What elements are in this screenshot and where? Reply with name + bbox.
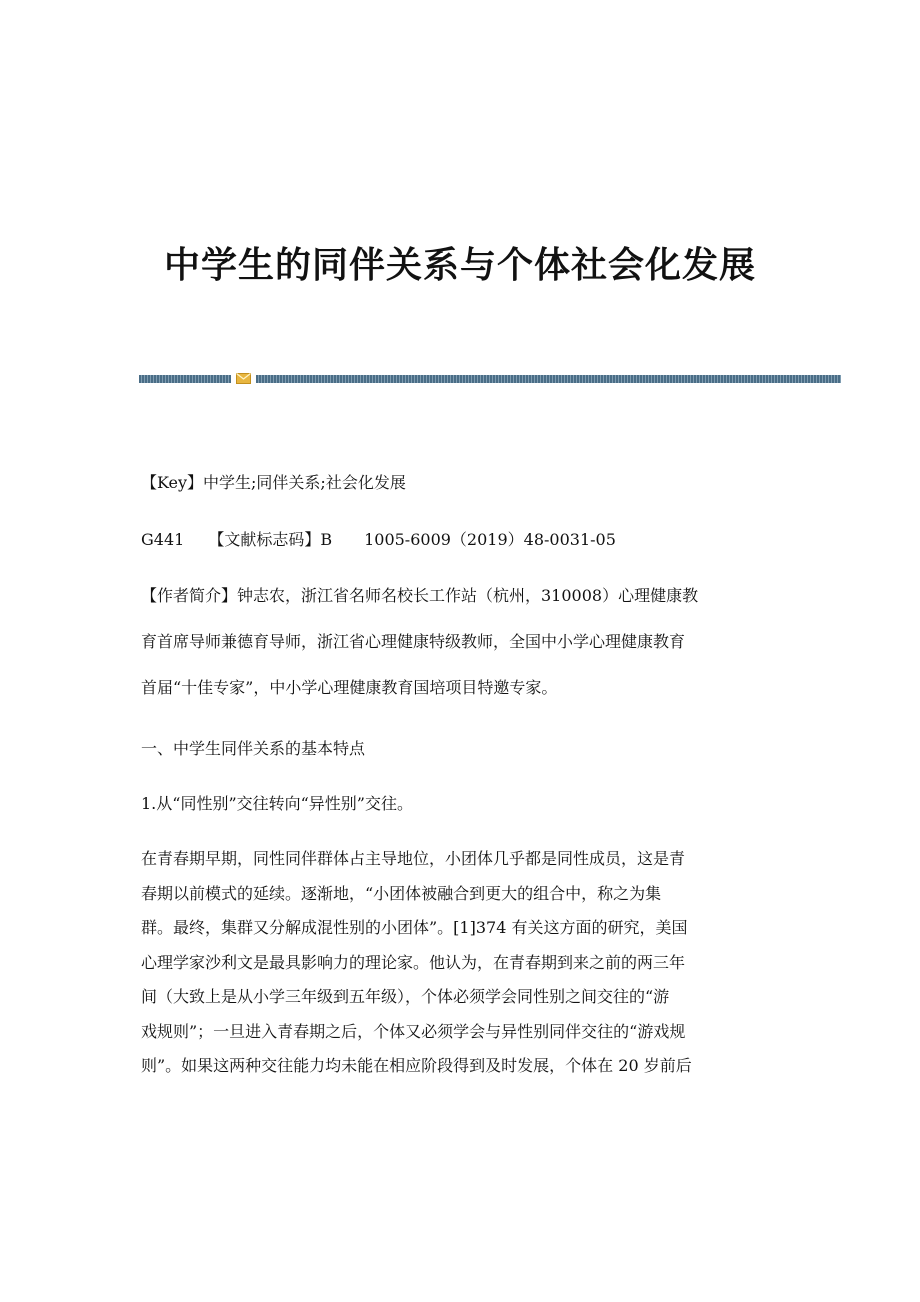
author-bio: [141, 580, 786, 718]
body-line: 间（大致上是从小学三年级到五年级），个体必须学会同性别之间交往的“游: [141, 987, 670, 1006]
body-line: 则”。如果这两种交往能力均未能在相应阶段得到及时发展，个体在 20 岁前后: [141, 1056, 692, 1075]
keywords-line: 【Key】中学生;同伴关系;社会化发展: [141, 473, 406, 492]
body-line: 心理学家沙利文是最具影响力的理论家。他认为，在青春期到来之前的两三年: [141, 952, 686, 972]
envelope-ornament-icon: [236, 373, 251, 384]
divider-left-bar: [139, 375, 231, 383]
document-title: 中学生的同伴关系与个体社会化发展: [163, 244, 756, 287]
divider-right-bar: [256, 375, 841, 383]
title-divider: [139, 375, 841, 383]
classification-line: G441 【文献标志码】B 1005-6009（2019）48-0031-05: [141, 530, 616, 549]
section-heading: 一、中学生同伴关系的基本特点: [141, 739, 366, 758]
body-line: 群。最终，集群又分解成混性别的小团体”。[1]374 有关这方面的研究，美国: [141, 918, 688, 937]
subheading: 1.从“同性别”交往转向“异性别”交往。: [141, 794, 413, 813]
author-bio-line: 育首席导师兼德育导师，浙江省心理健康特级教师，全国中小学心理健康教育: [141, 632, 686, 651]
body-line: 戏规则”；一旦进入青春期之后，个体又必须学会与异性别同伴交往的“游戏规: [141, 1021, 686, 1041]
author-bio-line: 首届“十佳专家”，中小学心理健康教育国培项目特邀专家。: [141, 678, 558, 697]
body-line: 春期以前模式的延续。逐渐地，“小团体被融合到更大的组合中，称之为集: [141, 883, 662, 903]
author-bio-line: 【作者简介】钟志农，浙江省名师名校长工作站（杭州，310008）心理健康教: [141, 586, 699, 605]
body-line: 在青春期早期，同性同伴群体占主导地位，小团体几乎都是同性成员，这是青: [141, 849, 686, 868]
body-paragraph: [141, 842, 786, 1084]
